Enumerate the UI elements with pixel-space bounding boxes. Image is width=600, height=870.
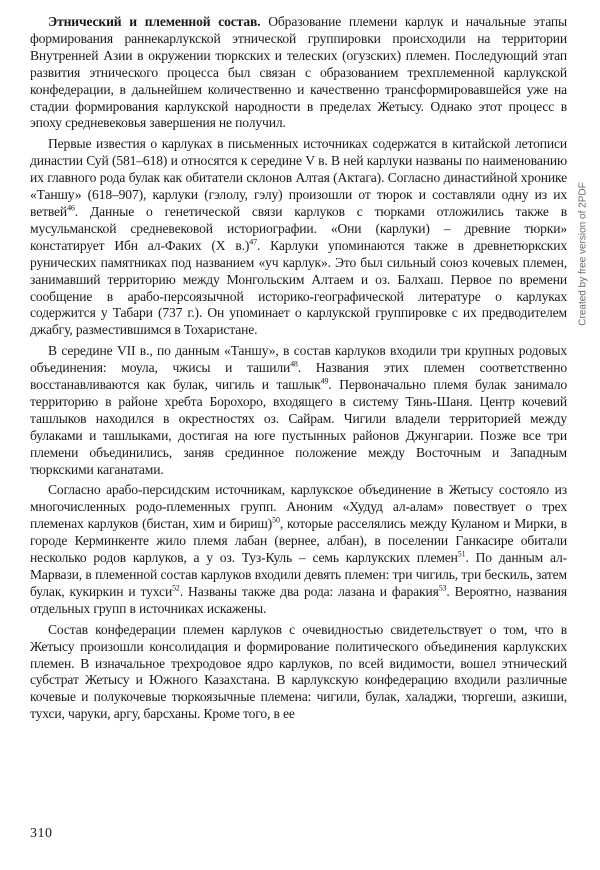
footnote-ref: 49: [320, 376, 329, 386]
footnote-ref: 50: [272, 515, 280, 525]
text-run: . Карлуки упоминаются также в древнетюркских рунических памятниках под названием «уч карлук». Это был сильный союз кочевых племен, занимавший территорию между Монгольским Алтаем и оз. Балхаш. Первое по времени сообщение в арабо-персоязычной историко-географической литературе о карлуках содержится у Табари (737 г.). Он упоминает о карлукской группировке с их предводителем джабгу, разместившимся в Тохаристане.: [30, 237, 567, 338]
paragraph-4: [30, 482, 567, 617]
footnote-ref: 53: [438, 583, 447, 593]
section-heading: Этнический и племенной состав.: [48, 14, 261, 29]
page-body: [30, 14, 567, 723]
text-run: . Первоначально племя булак занимало территорию в районе хребта Борохоро, входящего в систему Тянь-Шаня. Центр кочевий ташлыков находился в окрестностях оз. Сайрам. Чигили владели территорией между булаками и ташлыками, достигая на юге пустынных районов Джунгарии. Позже все три племени объединились, заняв срединное положение между Восточным и Западным тюркскими каганатами.: [30, 377, 567, 477]
watermark-sidebar: [574, 182, 592, 326]
text-run: Состав конфедерации племен карлуков с очевидностью свидетельствует о том, что в Жетысу произошли консолидация и формирование политического объединения карлукских племен. В изначальное трехродовое ядро карлуков, по всей видимости, вошел этнический субстрат Жетысу и Южного Казахстана. В карлукскую конфедерацию входили различные кочевые и полукочевые тюркоязычные племена: чигили, булак, халаджи, тюргеши, азкиши, тухси, чаруки, аргу, барсханы. Кроме того, в ее: [30, 621, 567, 722]
footnote-ref: 47: [249, 237, 257, 247]
text-run: . Вероятно, названия отдельных групп в источниках искажены.: [30, 583, 567, 616]
paragraph-3: [30, 343, 567, 478]
text-run: Первые известия о карлуках в письменных источниках содержатся в китайской летописи династии Суй (581–618) и относятся к середине V в. В ней карлуки названы по наименованию их главного рода булак как обитатели склонов Алтая (Актага). Согласно династийной хронике «Таншу» (618–907), карлуки (гэлолу, гэлу) произошли от тюрок и составляли одну из их ветвей: [30, 136, 567, 219]
paragraph-2: [30, 136, 567, 339]
text-run: В середине VII в., по данным «Таншу», в состав карлуков входили три крупных родовых объединения: моула, чжисы и ташили: [30, 343, 567, 376]
watermark-text: Created by free version of 2PDF: [577, 182, 589, 326]
text-run: . Названы также два рода: лазана и фаракия: [179, 583, 439, 599]
footnote-ref: 51: [457, 549, 466, 559]
text-run: , которые расселялись между Куланом и Мирки, в городе Керминкенте жило племя лабан (вернее, албан), в поселении Ганкасире обитали несколько родов карлуков, а у оз. Туз-Куль – семь карлукских племен: [30, 516, 567, 566]
paragraph-1: [30, 14, 567, 132]
text-run: Согласно арабо-персидским источникам, карлукское объединение в Жетысу состояло из многочисленных родо-племенных групп. Аноним «Худуд ал-алам» повествует о трех племенах карлуков (бистан, хим и бириш): [30, 482, 567, 532]
paragraph-1-text: Образование племени карлук и начальные этапы формирования раннекарлукской этнической группировки происходили на территории Внутренней Азии в окружении тюркских и телеских (огузских) племен. Последующий этап развития этнического процесса был связан с образованием трехплеменной карлукской конфедерации, в дальнейшем количественно и качественно трансформировавшейся уже на стадии формирования карлукской народности в пределах Жетысу. Однако этот процесс в эпоху средневековья завершения не получил.: [30, 14, 568, 131]
text-run: . Данные о генетической связи карлуков с тюрками отложились также в мусульманской средневековой историографии. «Они (карлуки) – древние тюрки» констатирует Ибн ал-Факих (X в.): [30, 203, 567, 253]
text-run: . По данным ал-Марвази, в племенной состав карлуков входили девять племен: три чигиль, три бескиль, затем булак, кукиркин и тухси: [30, 550, 567, 599]
footnote-ref: 52: [172, 583, 180, 593]
footnote-ref: 48: [290, 359, 298, 369]
paragraph-5: [30, 622, 567, 723]
footnote-ref: 46: [67, 203, 75, 213]
text-run: . Названия этих племен соответственно восстанавливаются как булак, чигиль и ташлык: [30, 360, 567, 393]
page-number: 310: [30, 826, 53, 841]
